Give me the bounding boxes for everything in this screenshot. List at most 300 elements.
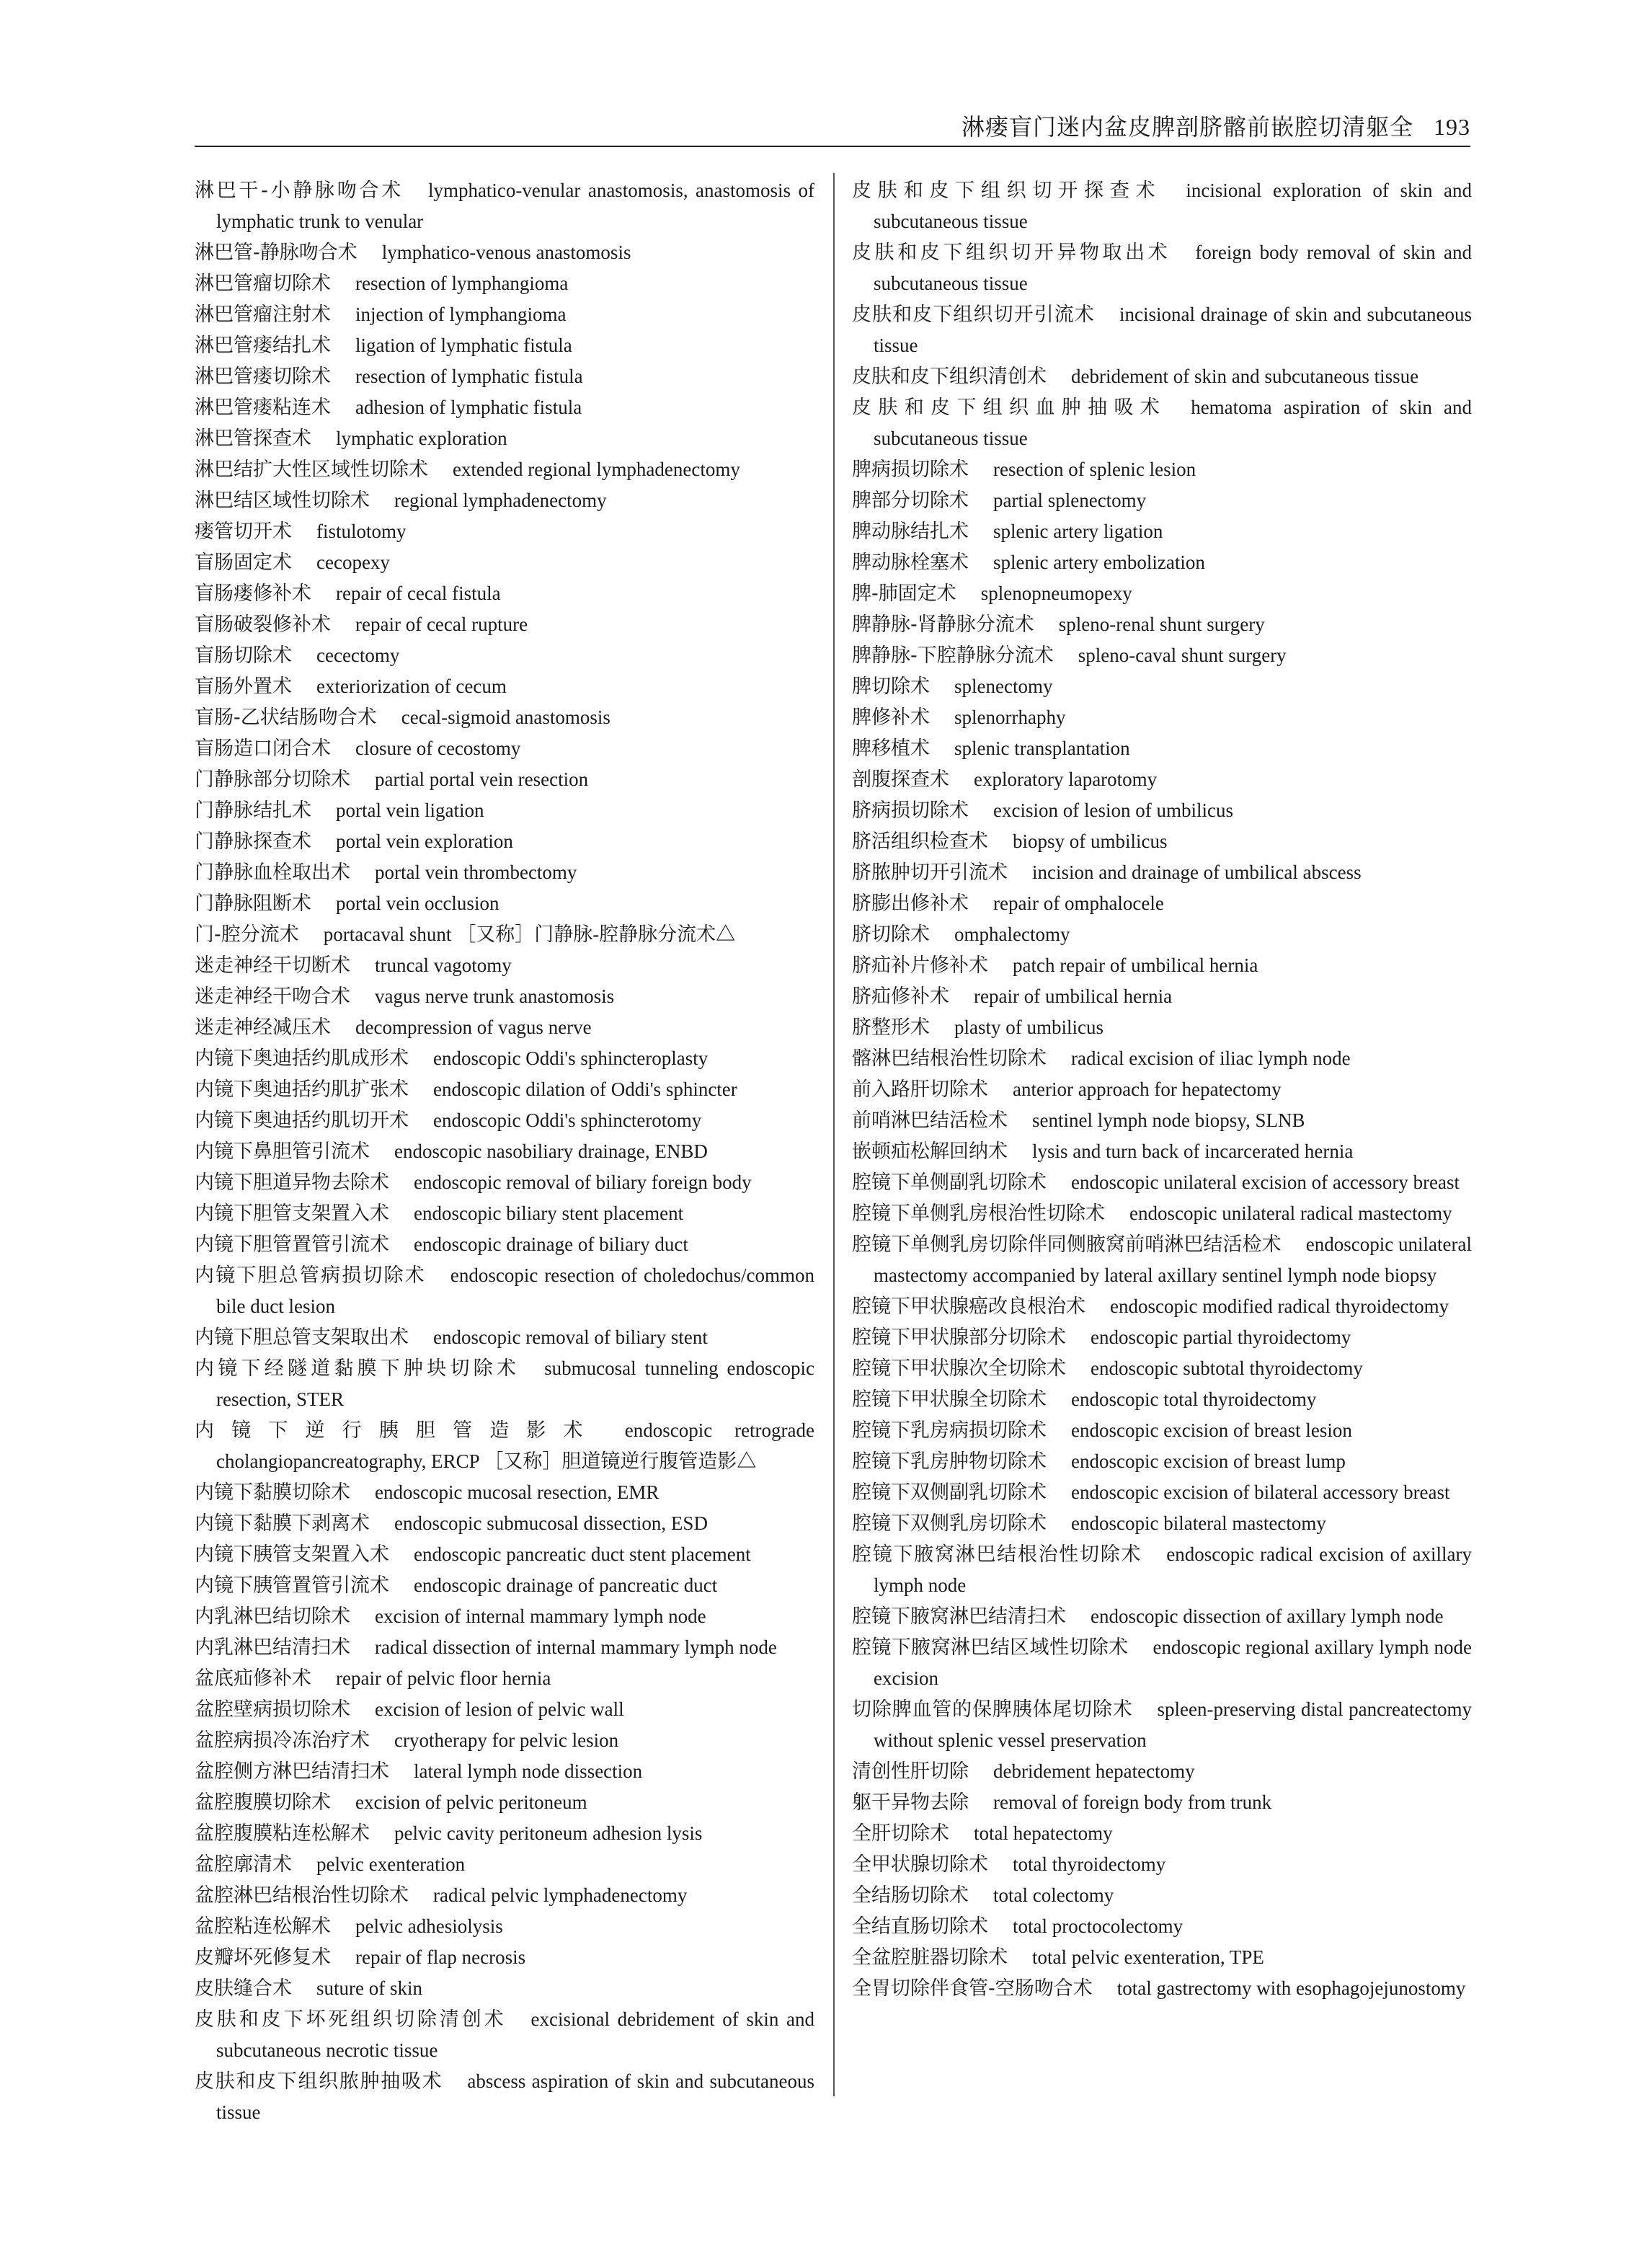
term-entry [852,1384,1472,1415]
chinese-term: 腔镜下甲状腺部分切除术 [852,1326,1066,1349]
english-term: splenectomy [954,675,1053,697]
term-entry [195,1074,814,1105]
chinese-term: 脾切除术 [852,675,930,698]
chinese-term: 淋巴结扩大性区域性切除术 [195,458,428,481]
chinese-term: 盲肠造口闭合术 [195,737,331,760]
term-entry [195,981,814,1012]
english-term: portal vein ligation [336,799,484,821]
term-entry [195,1043,814,1074]
chinese-term: 盆腔淋巴结根治性切除术 [195,1884,409,1907]
chinese-term: 脾动脉栓塞术 [852,551,969,574]
chinese-term: 内镜下胆总管病损切除术 [195,1264,426,1287]
term-entry [195,1632,814,1663]
term-entry [195,361,814,392]
english-term: incision and drainage of umbilical abscess [1032,861,1362,883]
chinese-term: 脾病损切除术 [852,458,969,481]
english-term: vagus nerve trunk anastomosis [375,985,615,1007]
english-term: splenic artery ligation [993,520,1163,542]
term-entry [195,237,814,268]
english-term: resection of splenic lesion [993,458,1196,480]
chinese-term: 盲肠固定术 [195,551,292,574]
term-entry [852,1477,1472,1508]
english-term: endoscopic dilation of Oddi's sphincter [433,1078,737,1100]
english-term: lymphatico-venous anastomosis [381,241,631,263]
term-entry [852,981,1472,1012]
term-entry [852,1539,1472,1601]
english-term: plasty of umbilicus [954,1016,1103,1038]
chinese-term: 前哨淋巴结活检术 [852,1109,1008,1132]
english-term: exploratory laparotomy [974,768,1158,790]
term-entry [852,392,1472,454]
chinese-term: 内镜下鼻胆管引流术 [195,1140,370,1163]
english-term: extended regional lymphadenectomy [453,458,740,480]
chinese-term: 门静脉部分切除术 [195,768,350,791]
english-term: exteriorization of cecum [316,675,507,697]
term-entry [852,1446,1472,1477]
term-entry [195,268,814,299]
chinese-term: 内镜下胆管置管引流术 [195,1233,389,1256]
term-entry [852,702,1472,733]
chinese-term: 髂淋巴结根治性切除术 [852,1047,1047,1070]
term-entry [195,671,814,702]
chinese-term: 内乳淋巴结切除术 [195,1605,350,1628]
term-entry [195,485,814,516]
chinese-term: 脾-肺固定术 [852,582,956,605]
term-entry [195,702,814,733]
term-entry [195,609,814,640]
chinese-term: 淋巴管探查术 [195,427,311,450]
term-entry [195,1756,814,1787]
term-entry [195,1849,814,1880]
english-term: endoscopic subtotal thyroidectomy [1091,1357,1363,1379]
term-entry [852,1012,1472,1043]
chinese-term: 脐膨出修补术 [852,892,969,915]
english-term: radical dissection of internal mammary lymph node [375,1636,777,1658]
term-entry [852,578,1472,609]
english-term: total pelvic exenteration, TPE [1032,1946,1264,1968]
english-term: splenic transplantation [954,737,1130,759]
chinese-term: 腔镜下双侧乳房切除术 [852,1512,1047,1535]
term-entry [852,640,1472,671]
english-term: portal vein occlusion [336,892,499,914]
term-entry [852,1911,1472,1942]
term-entry [195,857,814,888]
chinese-term: 门-腔分流术 [195,923,299,946]
term-entry [195,1229,814,1260]
chinese-term: 淋巴管瘘结扎术 [195,334,331,357]
chinese-term: 内镜下逆行胰胆管造影术 [195,1419,600,1442]
term-entry [195,640,814,671]
english-term: total proctocolectomy [1013,1915,1184,1937]
chinese-term: 迷走神经减压术 [195,1016,331,1039]
chinese-term: 淋巴管瘘粘连术 [195,396,331,419]
english-term: endoscopic excision of breast lesion [1071,1419,1352,1441]
english-term: endoscopic biliary stent placement [414,1202,684,1224]
chinese-term: 全胃切除伴食管-空肠吻合术 [852,1977,1093,2000]
english-term: endoscopic radical excision of axillary lymph node [874,1543,1472,1596]
term-entry [195,1539,814,1570]
term-entry [852,764,1472,795]
chinese-term: 内镜下奥迪括约肌扩张术 [195,1078,409,1101]
english-term: cryotherapy for pelvic lesion [394,1729,619,1751]
chinese-term: 淋巴管瘤注射术 [195,303,331,326]
term-entry [195,1198,814,1229]
english-term: spleen-preserving distal pancreatectomy without splenic vessel preservation [874,1698,1472,1751]
term-entry [852,1849,1472,1880]
english-term: resection of lymphangioma [355,272,569,294]
english-term: pelvic exenteration [316,1853,466,1875]
chinese-term: 躯干异物去除 [852,1791,969,1814]
chinese-term: 腔镜下单侧乳房根治性切除术 [852,1202,1105,1225]
chinese-term: 皮肤和皮下组织切开探查术 [852,179,1162,202]
english-term: endoscopic removal of biliary stent [433,1326,708,1348]
chinese-term: 内镜下奥迪括约肌切开术 [195,1109,409,1132]
english-term: incisional drainage of skin and subcutaneous tissue [874,303,1472,356]
english-term: endoscopic modified radical thyroidectomy [1110,1295,1449,1317]
chinese-term: 皮瓣坏死修复术 [195,1946,331,1969]
term-entry [195,795,814,826]
english-term: excision of pelvic peritoneum [355,1791,587,1813]
running-header [195,108,1470,146]
english-term: endoscopic regional axillary lymph node excision [874,1636,1473,1689]
english-term: abscess aspiration of skin and subcutaneous tissue [216,2070,815,2123]
chinese-term: 前入路肝切除术 [852,1078,988,1101]
chinese-term: 迷走神经干切断术 [195,954,350,977]
chinese-term: 脾静脉-肾静脉分流术 [852,613,1034,636]
english-term: endoscopic partial thyroidectomy [1091,1326,1351,1348]
chinese-term: 皮肤和皮下组织血肿抽吸术 [852,396,1167,419]
term-entry [852,919,1472,950]
term-entry [195,1415,814,1477]
chinese-term: 腔镜下甲状腺全切除术 [852,1388,1047,1411]
term-entry [852,1632,1472,1694]
chinese-term: 盲肠瘘修补术 [195,582,311,605]
term-entry [852,361,1472,392]
term-entry [195,1725,814,1756]
chinese-term: 盲肠-乙状结肠吻合术 [195,706,377,729]
chinese-term: 淋巴干-小静脉吻合术 [195,179,404,202]
term-entry [852,454,1472,485]
term-entry [195,175,814,237]
chinese-term: 内镜下胆总管支架取出术 [195,1326,409,1349]
term-entry [195,1105,814,1136]
chinese-term: 腔镜下腋窝淋巴结根治性切除术 [852,1543,1142,1566]
chinese-term: 脐疝补片修补术 [852,954,988,977]
term-entry [852,1074,1472,1105]
chinese-term: 切除脾血管的保脾胰体尾切除术 [852,1698,1133,1721]
term-entry [195,2066,814,2128]
chinese-term: 腔镜下单侧副乳切除术 [852,1171,1047,1194]
english-term: truncal vagotomy [375,954,512,976]
term-entry [195,392,814,423]
chinese-term: 脾移植术 [852,737,930,760]
term-entry [195,2004,814,2066]
chinese-term: 内镜下胆管支架置入术 [195,1202,389,1225]
chinese-term: 脐活组织检查术 [852,830,988,853]
term-entry [195,1260,814,1322]
english-term: omphalectomy [954,923,1070,945]
chinese-term: 淋巴管瘤切除术 [195,272,331,295]
chinese-term: 盆腔粘连松解术 [195,1915,331,1938]
english-term: endoscopic Oddi's sphincteroplasty [433,1047,709,1069]
term-entry [195,454,814,485]
english-term: splenorrhaphy [954,706,1066,728]
english-term: excisional debridement of skin and subcutaneous necrotic tissue [216,2008,815,2061]
term-entry [852,826,1472,857]
chinese-term: 剖腹探查术 [852,768,949,791]
term-entry [852,1136,1472,1167]
chinese-term: 腔镜下乳房肿物切除术 [852,1450,1047,1473]
english-term: endoscopic total thyroidectomy [1071,1388,1317,1410]
chinese-term: 嵌顿疝松解回纳术 [852,1140,1008,1163]
term-entry [852,1694,1472,1756]
english-term: partial splenectomy [993,489,1147,511]
term-entry [852,1198,1472,1229]
term-entry [852,1880,1472,1911]
left-column [195,175,814,2128]
english-term: closure of cecostomy [355,737,521,759]
english-term: portacaval shunt ［又称］门静脉-腔静脉分流术△ [323,923,736,945]
english-term: injection of lymphangioma [355,303,567,325]
english-term: endoscopic bilateral mastectomy [1071,1512,1326,1534]
english-term: total thyroidectomy [1013,1853,1166,1875]
chinese-term: 全结肠切除术 [852,1884,969,1907]
english-term: endoscopic resection of choledochus/common bile duct lesion [216,1264,815,1317]
chinese-term: 腔镜下甲状腺癌改良根治术 [852,1295,1085,1318]
term-entry [852,888,1472,919]
chinese-term: 淋巴结区域性切除术 [195,489,370,512]
term-entry [195,1911,814,1942]
chinese-term: 淋巴管瘘切除术 [195,365,331,388]
chinese-term: 盆腔腹膜粘连松解术 [195,1822,370,1845]
english-term: total colectomy [993,1884,1114,1906]
english-term: patch repair of umbilical hernia [1013,954,1258,976]
term-entry [195,1167,814,1198]
term-entry [852,1322,1472,1353]
english-term: suture of skin [316,1977,422,1999]
chinese-term: 脐整形术 [852,1016,930,1039]
english-term: cecectomy [316,644,400,666]
chinese-term: 盆腔壁病损切除术 [195,1698,350,1721]
term-entry [195,888,814,919]
english-term: partial portal vein resection [375,768,589,790]
english-term: endoscopic drainage of biliary duct [414,1233,688,1255]
term-entry [195,1880,814,1911]
english-term: endoscopic drainage of pancreatic duct [414,1574,718,1596]
term-entry [852,1973,1472,2004]
english-term: lateral lymph node dissection [414,1760,643,1782]
term-entry [195,1973,814,2004]
chinese-term: 盆腔侧方淋巴结清扫术 [195,1760,389,1783]
term-entry [852,795,1472,826]
chinese-term: 脐切除术 [852,923,930,946]
chinese-term: 全甲状腺切除术 [852,1853,988,1876]
term-entry [195,764,814,795]
chinese-term: 皮肤和皮下组织脓肿抽吸术 [195,2070,443,2093]
column-divider [833,173,835,2096]
english-term: endoscopic pancreatic duct stent placement [414,1543,751,1565]
term-entry [852,1756,1472,1787]
term-entry [195,423,814,454]
english-term: repair of pelvic floor hernia [336,1667,551,1689]
term-entry [852,1353,1472,1384]
english-term: total hepatectomy [974,1822,1113,1844]
english-term: biopsy of umbilicus [1013,830,1168,852]
english-term: endoscopic excision of breast lump [1071,1450,1346,1472]
term-entry [195,1570,814,1601]
chinese-term: 门静脉血栓取出术 [195,861,350,884]
term-entry [852,733,1472,764]
term-entry [852,1105,1472,1136]
english-term: fistulotomy [316,520,407,542]
term-entry [195,1508,814,1539]
english-term: anterior approach for hepatectomy [1013,1078,1282,1100]
chinese-term: 盆腔病损冷冻治疗术 [195,1729,370,1752]
term-entry [195,1136,814,1167]
english-term: ligation of lymphatic fistula [355,334,572,356]
chinese-term: 全结直肠切除术 [852,1915,988,1938]
english-term: radical pelvic lymphadenectomy [433,1884,688,1906]
term-entry [195,1694,814,1725]
term-entry [195,1477,814,1508]
term-entry [852,547,1472,578]
chinese-term: 腔镜下双侧副乳切除术 [852,1481,1047,1504]
page-number: 193 [1434,114,1470,140]
english-term: cecopexy [316,551,390,573]
chinese-term: 盆腔腹膜切除术 [195,1791,331,1814]
english-term: endoscopic mucosal resection, EMR [375,1481,660,1503]
chinese-term: 皮肤和皮下组织清创术 [852,365,1047,388]
english-term: endoscopic unilateral radical mastectomy [1129,1202,1452,1224]
term-entry [852,857,1472,888]
english-term: endoscopic dissection of axillary lymph node [1091,1605,1444,1627]
term-entry [852,1818,1472,1849]
english-term: lymphatic exploration [336,427,507,449]
term-entry [852,671,1472,702]
english-term: pelvic cavity peritoneum adhesion lysis [394,1822,703,1844]
chinese-term: 脾动脉结扎术 [852,520,969,543]
english-term: endoscopic excision of bilateral accessory breast [1071,1481,1450,1503]
chinese-term: 瘘管切开术 [195,520,292,543]
chinese-term: 盲肠切除术 [195,644,292,667]
english-term: pelvic adhesiolysis [355,1915,503,1937]
english-term: lymphatico-venular anastomosis, anastomosis of lymphatic trunk to venular [216,179,814,232]
english-term: hematoma aspiration of skin and subcutaneous tissue [874,396,1472,449]
term-entry [852,950,1472,981]
term-entry [852,1043,1472,1074]
english-term: endoscopic removal of biliary foreign body [414,1171,752,1193]
chinese-term: 脾部分切除术 [852,489,969,512]
term-entry [195,1601,814,1632]
term-entry [195,1353,814,1415]
right-column [852,175,1472,2004]
term-entry [195,1787,814,1818]
english-term: spleno-caval shunt surgery [1078,644,1287,666]
english-term: endoscopic unilateral excision of accessory breast [1071,1171,1460,1193]
chinese-term: 腔镜下腋窝淋巴结区域性切除术 [852,1636,1129,1659]
english-term: debridement of skin and subcutaneous tissue [1071,365,1419,387]
chinese-term: 腔镜下单侧乳房切除伴同侧腋窝前哨淋巴结活检术 [852,1233,1282,1256]
chinese-term: 内镜下黏膜下剥离术 [195,1512,370,1535]
chinese-term: 皮肤和皮下组织切开引流术 [852,303,1095,326]
chinese-term: 全肝切除术 [852,1822,949,1845]
english-term: adhesion of lymphatic fistula [355,396,582,418]
term-entry [195,330,814,361]
term-entry [852,1415,1472,1446]
term-entry [195,733,814,764]
term-entry [195,1942,814,1973]
english-term: excision of lesion of pelvic wall [375,1698,624,1720]
english-term: endoscopic Oddi's sphincterotomy [433,1109,702,1131]
chinese-term: 内乳淋巴结清扫术 [195,1636,350,1659]
term-entry [852,485,1472,516]
chinese-term: 淋巴管-静脉吻合术 [195,241,358,264]
english-term: regional lymphadenectomy [394,489,607,511]
chinese-term: 脾静脉-下腔静脉分流术 [852,644,1054,667]
english-term: resection of lymphatic fistula [355,365,583,387]
chinese-term: 内镜下胰管支架置入术 [195,1543,389,1566]
term-entry [852,516,1472,547]
english-term: portal vein exploration [336,830,513,852]
term-entry [195,1012,814,1043]
chinese-term: 盆底疝修补术 [195,1667,311,1690]
chinese-term: 腔镜下甲状腺次全切除术 [852,1357,1066,1380]
term-entry [852,299,1472,361]
chinese-term: 脐脓肿切开引流术 [852,861,1008,884]
chinese-term: 内镜下黏膜切除术 [195,1481,350,1504]
english-term: endoscopic submucosal dissection, ESD [394,1512,708,1534]
term-entry [195,547,814,578]
chinese-term: 腔镜下乳房病损切除术 [852,1419,1047,1442]
chinese-term: 皮肤和皮下坏死组织切除清创术 [195,2008,507,2031]
term-entry [852,1601,1472,1632]
term-entry [195,950,814,981]
english-term: repair of umbilical hernia [974,985,1173,1007]
term-entry [195,1663,814,1694]
term-entry [195,826,814,857]
term-entry [195,578,814,609]
term-entry [852,1291,1472,1322]
term-entry [195,1818,814,1849]
chinese-term: 皮肤和皮下组织切开异物取出术 [852,241,1171,264]
english-term: endoscopic unilateral mastectomy accompanied by lateral axillary sentinel lymph node biopsy [874,1233,1472,1286]
term-entry [852,1167,1472,1198]
term-entry [852,237,1472,299]
english-term: endoscopic nasobiliary drainage, ENBD [394,1140,708,1162]
english-term: removal of foreign body from trunk [993,1791,1272,1813]
english-term: lysis and turn back of incarcerated hernia [1032,1140,1354,1162]
term-entry [852,1787,1472,1818]
chinese-term: 盲肠外置术 [195,675,292,698]
chinese-term: 门静脉探查术 [195,830,311,853]
english-term: incisional exploration of skin and subcutaneous tissue [874,179,1472,232]
english-term: excision of lesion of umbilicus [993,799,1233,821]
english-term: sentinel lymph node biopsy, SLNB [1032,1109,1305,1131]
english-term: spleno-renal shunt surgery [1058,613,1265,635]
chinese-term: 盲肠破裂修补术 [195,613,331,636]
chinese-term: 清创性肝切除 [852,1760,969,1783]
chinese-term: 脾修补术 [852,706,930,729]
term-entry [852,1942,1472,1973]
chinese-term: 盆腔廓清术 [195,1853,292,1876]
english-term: splenic artery embolization [993,551,1205,573]
chinese-term: 内镜下胆道异物去除术 [195,1171,389,1194]
chinese-term: 全盆腔脏器切除术 [852,1946,1008,1969]
english-term: repair of omphalocele [993,892,1164,914]
term-entry [852,1508,1472,1539]
term-entry [195,299,814,330]
chinese-term: 脐病损切除术 [852,799,969,822]
